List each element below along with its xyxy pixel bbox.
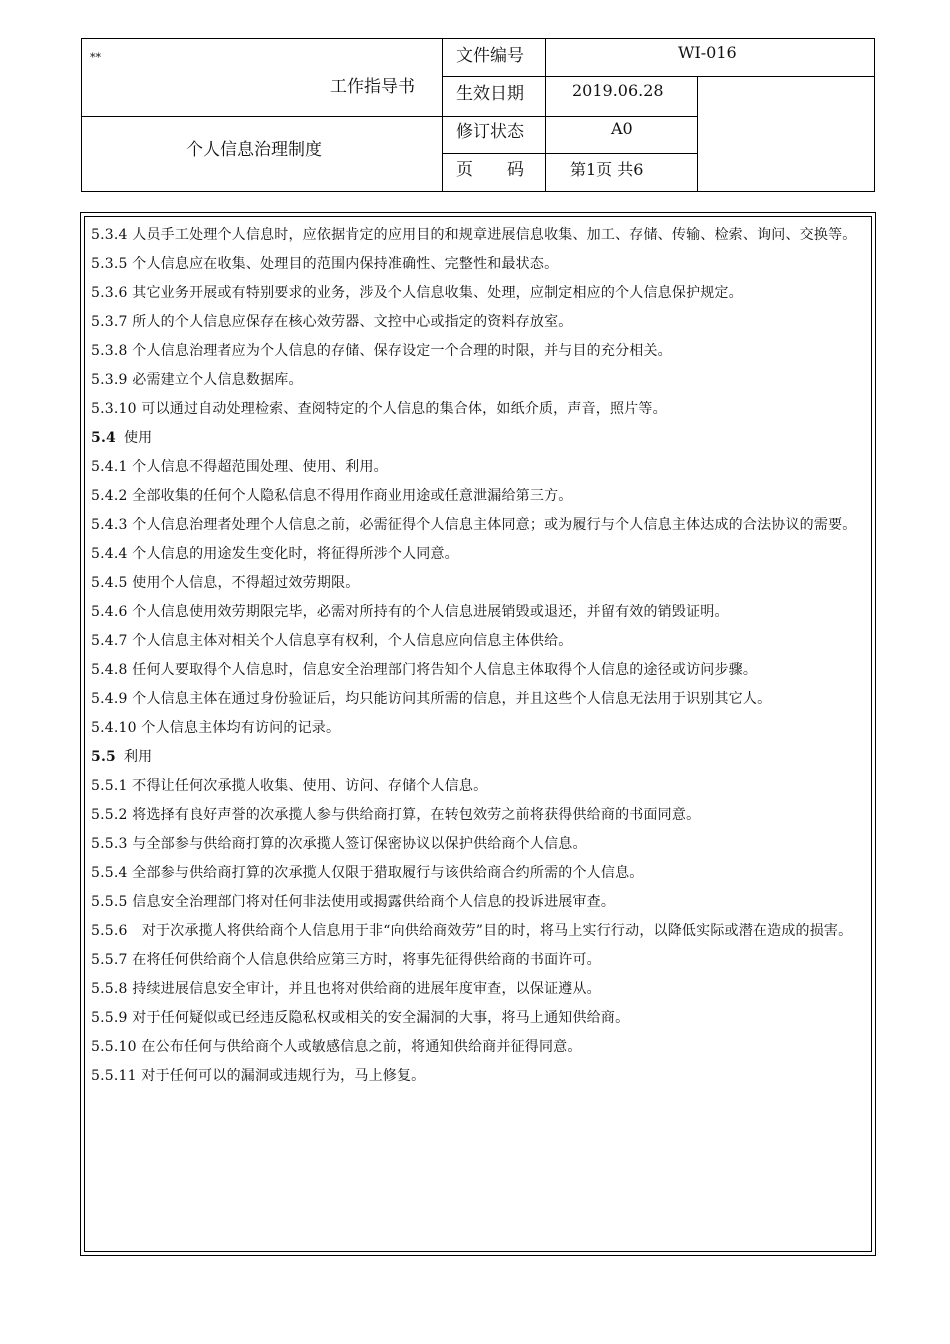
effective-date-label: 生效日期 bbox=[456, 84, 524, 104]
clause-paragraph: 5.5.3 与全部参与供给商打算的次承揽人签订保密协议以保护供给商个人信息。 bbox=[91, 836, 587, 852]
clause-paragraph: 5.5.7 在将任何供给商个人信息供给应第三方时，将事先征得供给商的书面许可。 bbox=[91, 952, 601, 968]
clause-paragraph: 5.4.8 任何人要取得个人信息时，信息安全治理部门将告知个人信息主体取得个人信息的途径或访问步骤。 bbox=[91, 662, 758, 678]
header-divider-col1 bbox=[442, 39, 443, 192]
clause-paragraph: 5.3.6 其它业务开展或有特别要求的业务，涉及个人信息收集、处理，应制定相应的个人信息保护规定。 bbox=[91, 285, 743, 301]
effective-date-value: 2019.06.28 bbox=[572, 81, 664, 100]
section-title: 使用 bbox=[123, 430, 153, 446]
section-title: 利用 bbox=[123, 749, 153, 765]
clause-paragraph: 5.4.4 个人信息的用途发生变化时，将征得所涉个人同意。 bbox=[91, 546, 459, 562]
clause-paragraph: 5.5.8 持续进展信息安全审计，并且也将对供给商的进展年度审查，以保证遵从。 bbox=[91, 981, 601, 997]
page-value: 第1页 共6 bbox=[570, 160, 644, 179]
section-number: 5.5 bbox=[91, 749, 116, 765]
header-divider-left-mid bbox=[82, 116, 442, 117]
doc-number-label: 文件编号 bbox=[456, 46, 524, 66]
clause-paragraph: 5.4.1 个人信息不得超范围处理、使用、利用。 bbox=[91, 459, 388, 475]
header-divider-col2 bbox=[545, 39, 546, 192]
revision-value: A0 bbox=[611, 119, 633, 138]
clause-paragraph: 5.5.9 对于任何疑似或已经违反隐私权或相关的安全漏洞的大事，将马上通知供给商。 bbox=[91, 1010, 630, 1026]
clause-paragraph: 5.5.11 对于任何可以的漏洞或违规行为，马上修复。 bbox=[91, 1068, 426, 1084]
section-heading bbox=[91, 746, 865, 768]
clause-paragraph: 5.3.10 可以通过自动处理检索、查阅特定的个人信息的集合体，如纸介质，声音，照片等。 bbox=[91, 401, 667, 417]
clause-paragraph: 5.4.6 个人信息使用效劳期限完毕，必需对所持有的个人信息进展销毁或退还，并留有效的销毁证明。 bbox=[91, 604, 729, 620]
clause-paragraph: 5.5.6 对于次承揽人将供给商个人信息用于非“向供给商效劳”目的时，将马上实行行动，以降低实际或潜在造成的损害。 bbox=[91, 923, 853, 939]
page-label: 页 码 bbox=[456, 160, 524, 180]
clause-paragraph: 5.3.7 所人的个人信息应保存在核心效劳器、文控中心或指定的资料存放室。 bbox=[91, 314, 573, 330]
clause-paragraph: 5.5.2 将选择有良好声誉的次承揽人参与供给商打算，在转包效劳之前将获得供给商的书面同意。 bbox=[91, 807, 701, 823]
section-heading bbox=[91, 427, 865, 449]
header-divider-col3 bbox=[697, 76, 698, 192]
clause-paragraph: 5.5.5 信息安全治理部门将对任何非法使用或揭露供给商个人信息的投诉进展审查。 bbox=[91, 894, 616, 910]
company-name: ** bbox=[90, 51, 101, 64]
clause-paragraph: 5.3.5 个人信息应在收集、处理目的范围内保持准确性、完整性和最状态。 bbox=[91, 256, 559, 272]
revision-label: 修订状态 bbox=[456, 122, 524, 142]
header-divider-row3 bbox=[442, 153, 697, 154]
clause-paragraph: 5.3.8 个人信息治理者应为个人信息的存储、保存设定一个合理的时限，并与目的充分相关。 bbox=[91, 343, 672, 359]
clause-paragraph: 5.4.9 个人信息主体在通过身份验证后，均只能访问其所需的信息，并且这些个人信息无法用于识别其它人。 bbox=[91, 691, 772, 707]
doc-number-value: WI-016 bbox=[678, 43, 737, 62]
document-header-table bbox=[81, 38, 875, 192]
content-frame-outer bbox=[80, 212, 876, 1256]
clause-paragraph: 5.4.2 全部收集的任何个人隐私信息不得用作商业用途或任意泄漏给第三方。 bbox=[91, 488, 573, 504]
section-number: 5.4 bbox=[91, 430, 116, 446]
document-type: 工作指导书 bbox=[330, 77, 415, 97]
clause-paragraph: 5.3.4 人员手工处理个人信息时，应依据肯定的应用目的和规章进展信息收集、加工、存储、传输、检索、询问、交换等。 bbox=[91, 227, 857, 243]
clause-paragraph: 5.4.7 个人信息主体对相关个人信息享有权利，个人信息应向信息主体供给。 bbox=[91, 633, 573, 649]
header-divider-row1 bbox=[442, 76, 875, 77]
clause-paragraph: 5.4.10 个人信息主体均有访问的记录。 bbox=[91, 720, 341, 736]
content-frame-inner bbox=[84, 216, 872, 1252]
clause-paragraph: 5.4.5 使用个人信息，不得超过效劳期限。 bbox=[91, 575, 360, 591]
clause-paragraph: 5.3.9 必需建立个人信息数据库。 bbox=[91, 372, 303, 388]
paragraph-list bbox=[91, 224, 865, 1087]
clause-paragraph: 5.5.1 不得让任何次承揽人收集、使用、访问、存储个人信息。 bbox=[91, 778, 488, 794]
clause-paragraph: 5.5.4 全部参与供给商打算的次承揽人仅限于猎取履行与该供给商合约所需的个人信息。 bbox=[91, 865, 644, 881]
clause-paragraph: 5.4.3 个人信息治理者处理个人信息之前，必需征得个人信息主体同意；或为履行与个人信息主体达成的合法协议的需要。 bbox=[91, 517, 857, 533]
document-title: 个人信息治理制度 bbox=[186, 140, 322, 160]
clause-paragraph: 5.5.10 在公布任何与供给商个人或敏感信息之前，将通知供给商并征得同意。 bbox=[91, 1039, 582, 1055]
